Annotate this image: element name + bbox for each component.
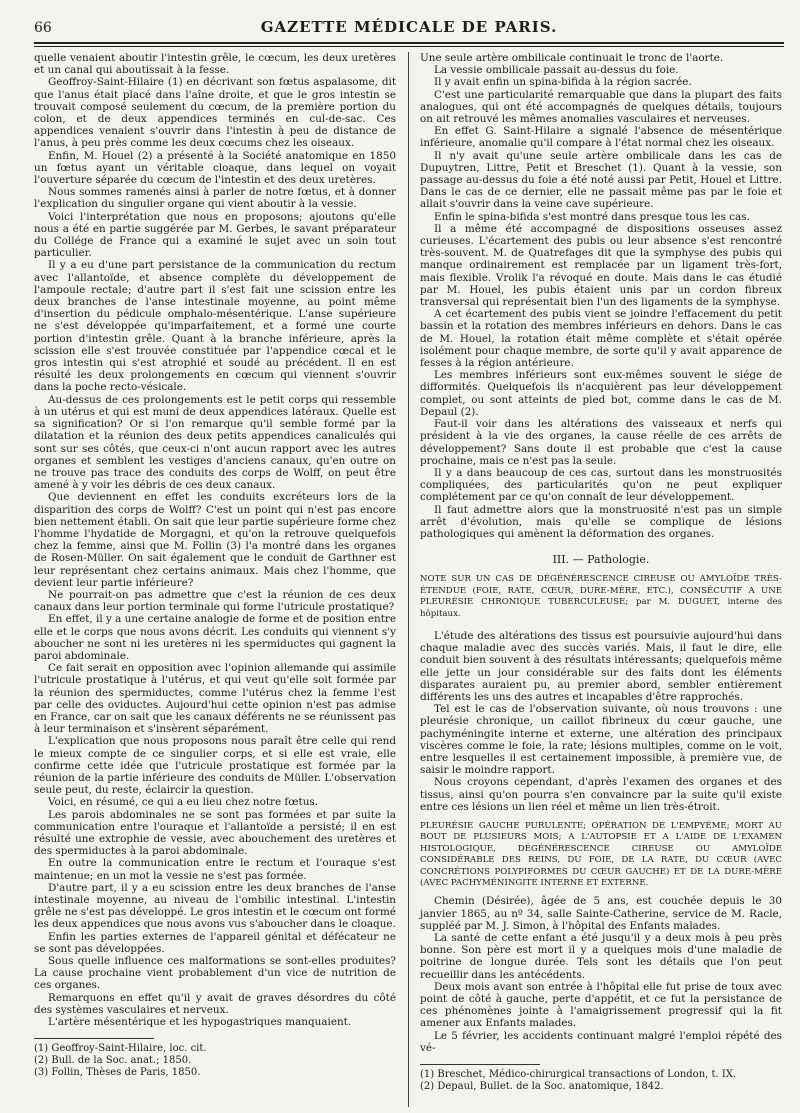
paragraph: Il y a dans beaucoup de ces cas, surtout dans les monstruosités compliquées, des particularités qu'on ne peut expliquer complétement par ce qu'on connaît de leur développement. (420, 466, 782, 504)
paragraph: Le 5 février, les accidents continuant malgré l'emploi répété des vé- (420, 1029, 782, 1054)
footnote: (2) Depaul, Bullet. de la Soc. anatomique, 1842. (420, 1081, 664, 1093)
paragraph: quelle venaient aboutir l'intestin grêle, le cœcum, les deux uretères et un canal qui aboutissait à la fesse. (34, 52, 396, 77)
paragraph: Remarquons en effet qu'il y avait de graves désordres du côté des systèmes vasculaires et nerveux. (34, 991, 396, 1016)
paragraph: Geoffroy-Saint-Hilaire (1) en décrivant son fœtus aspalasome, dit que l'anus était placé dans l'aîne droite, et que le gros intestin se trouvait composé seulement du cœcum, de la première portion du colon, et de deux appendices terminés en cul-de-sac. Ces appendices venaient s'ouvrir dans l'intestin à peu de distance de l'anus, à peu près comme les deux cœcums chez les oiseaux. (34, 76, 396, 150)
paragraph: Ne pourrait-on pas admettre que c'est la réunion de ces deux canaux dans leur portion terminale qui forme l'utricule prostatique? (34, 588, 396, 614)
column-divider (408, 52, 409, 1107)
paragraph: Nous sommes ramenés ainsi à parler de notre fœtus, et à donner l'explication du singulier organe qui vient aboutir à la vessie. (34, 186, 396, 211)
paragraph: Que deviennent en effet les conduits excréteurs lors de la disparition des corps de Wolff? C'est un point qui n'est pas encore bien nettement établi. On sait que leur partie supérieure forme chez l'homme l'hydatide de Morgagni, et qu'on la retrouve quelquefois chez la femme, ainsi que M. Follin (3) l'a montré dans les organes de Rosen-Müller. On sait également que le conduit de Garthner est leur représentant chez certains animaux. Mais chez l'homme, que devient leur partie inférieure? (34, 491, 396, 589)
paragraph: Ce fait serait en opposition avec l'opinion allemande qui assimile l'utricule prostatique à l'utérus, et qui veut qu'elle soit formée par la réunion des spermiductes, comme l'utérus chez la femme l'est par celle des oviductes. Aujourd'hui cette opinion n'est pas admise en France, car on sait que les canaux déférents ne se réunissent pas à leur terminaison et s'insèrent séparément. (34, 662, 396, 736)
paragraph: Enfin, M. Houel (2) a présenté à la Société anatomique en 1850 un fœtus ayant un véritable cloaque, dans lequel on voyait l'ouverture séparée du cœcum de l'intestin et des deux uretères. (34, 149, 396, 187)
paragraph: Voici, en résumé, ce qui a eu lieu chez notre fœtus. (48, 796, 319, 809)
paragraph: C'est une particularité remarquable que dans la plupart des faits analogues, qui ont été accompagnés de quelques détails, toujours on ait retrouvé les mêmes anomalies vasculaires et nerveuses. (420, 88, 782, 126)
paragraph: L'étude des altérations des tissus est poursuivie aujourd'hui dans chaque maladie avec des succès variés. Mais, il faut le dire, elle conduit bien souvent à des résultats intéressants; quelquefois même elle jette un jour considérable sur des faits dont les éléments disparates auraient pu, au premier abord, sembler entièrement différents les uns des autres et incapables d'être rapprochés. (420, 629, 782, 703)
right-column (420, 52, 782, 1104)
columns (34, 52, 784, 1104)
paragraph: Sous quelle influence ces malformations se sont-elles produites? La cause prochaine vient probablement d'un vice de nutrition de ces organes. (34, 955, 396, 992)
note-heading: NOTE SUR UN CAS DE DÉGÉNÉRESCENCE CIREUSE OU AMYLOÏDE TRÈS-ÉTENDUE (FOIE, RATE, CŒUR, DURE-MÈRE, ETC.), CONSÉCUTIF A UNE PLEURÉSIE CHRONIQUE TUBERCULEUSE; par M. DUGUET, interne des hôpitaux. (420, 574, 782, 619)
footnote-rule (420, 1064, 540, 1065)
footnote: (3) Follin, Thèses de Paris, 1850. (34, 1067, 201, 1079)
paragraph: L'artère mésentérique et les hypogastriques manquaient. (48, 1016, 352, 1029)
footnote-rule (34, 1038, 154, 1039)
paragraph: En outre la communication entre le rectum et l'ouraque s'est maintenue; en un mot la vessie ne s'est pas formée. (34, 857, 396, 882)
section-title: III. — Pathologie. (552, 553, 650, 567)
paragraph: D'autre part, il y a eu scission entre les deux branches de l'anse intestinale moyenne, au niveau de l'ombilic intestinal. L'intestin grêle ne s'est pas développé. Le gros intestin et le cœcum ont formé les deux appendices que nous avons vus s'aboucher dans le cloaque. (34, 881, 396, 931)
footnote: (1) Breschet, Médico-chirurgical transactions of London, t. IX. (420, 1069, 737, 1081)
paragraph: Il n'y avait qu'une seule artère ombilicale dans les cas de Dupuytren, Littre, Petit et Breschet (1). Quant à la vessie, son passage au-dessus du foie a été noté aussi par Petit, Houel et Littre. Dans le cas de ce dernier, elle ne passait même pas par le foie et allait s'ouvrir dans la veine cave supérieure. (420, 149, 782, 211)
page (34, 14, 784, 1104)
paragraph: Il y a eu d'une part persistance de la communication du rectum avec l'allantoïde, et absence complète du développement de l'ampoule rectale; d'autre part il s'est fait une scission entre les deux branches de l'anse intestinale moyenne, au point même d'insertion du pédicule omphalo-mésentérique. L'anse supérieure ne s'est développée qu'imparfaitement, et a formé une courte portion d'intestin grêle. Quant à la branche inférieure, après la scission elle s'est trouvée constituée par l'appendice cœcal et le gros intestin qui s'est atrophié et soudé au précédent. Il en est résulté les deux prolongements en cœcum qui viennent s'ouvrir dans la poche recto-vésicale. (34, 259, 396, 394)
paragraph: Une seule artère ombilicale continuait le tronc de l'aorte. (420, 52, 724, 64)
paragraph: En effet G. Saint-Hilaire a signalé l'absence de mésentérique inférieure, anomalie qu'il compare à l'état normal chez les oiseaux. (420, 125, 782, 150)
paragraph: Il a même été accompagné de dispositions osseuses assez curieuses. L'écartement des pubis ou leur absence s'est rencontré très-souvent. M. de Quatrefages dit que la symphyse des pubis qui manque ordinairement est remplacée par un ligament très-fort, mais flexible. Vrolik l'a révoqué en doute. Mais dans le cas étudié par M. Houel, les pubis étaient unis par un cordon fibreux transversal qui représentait bien l'un des ligaments de la symphyse. (420, 222, 782, 309)
paragraph: La vessie ombilicale passait au-dessus du foie. (434, 64, 679, 77)
page-number: 66 (34, 20, 52, 36)
paragraph: Voici l'interprétation que nous en proposons; ajoutons qu'elle nous a été en partie suggérée par M. Gerbes, le savant préparateur du Collége de France qui a examiné le sujet avec un soin tout particulier. (34, 210, 396, 260)
paragraph: L'explication que nous proposons nous paraît être celle qui rend le mieux compte de ce singulier corps, et si elle est vraie, elle confirme cette idée que l'utricule prostatique est formée par la réunion de la partie inférieure des conduits de Müller. L'observation seule peut, du reste, éclaircir la question. (34, 735, 396, 797)
paragraph: Tel est le cas de l'observation suivante, où nous trouvons : une pleurésie chronique, un caillot fibrineux du cœur gauche, une pachyméningite interne et externe, une altération des principaux viscères comme le foie, la rate; lésions multiples, comme on le voit, entre lesquelles il est certainement impossible, à première vue, de saisir le moindre rapport. (420, 703, 782, 777)
paragraph: Les parois abdominales ne se sont pas formées et par suite la communication entre l'ouraque et l'allantoïde a persisté; il en est résulté une extrophie de vessie, avec abouchement des uretères et des spermiductes à la paroi abdominale. (34, 808, 396, 858)
left-column (34, 52, 396, 1104)
paragraph: Au-dessus de ces prolongements est le petit corps qui ressemble à un utérus et qui est muni de deux appendices latéraux. Quelle est sa signification? Or si l'on remarque qu'il semble formé par la dilatation et la réunion des deux petits appendices canaliculés qui sont sur ses côtés, que ceux-ci n'ont aucun rapport avec les autres organes et semblent les vestiges d'anciens canaux, qu'en outre on ne trouve pas trace des conduits des corps de Wolff, on peut être amené à y voir les débris de ces deux canaux. (34, 393, 396, 492)
paragraph: Il faut admettre alors que la monstruosité n'est pas un simple arrêt d'évolution, mais qu'elle se complique de lésions pathologiques qui amènent la déformation des organes. (420, 503, 782, 540)
footnote: (2) Bull. de la Soc. anat.; 1850. (34, 1055, 192, 1067)
paragraph: La santé de cette enfant a été jusqu'il y a deux mois à peu près bonne. Son père est mort il y a quelques mois d'une maladie de poitrine de longue durée. Tels sont les détails que l'on peut recueillir dans les antécédents. (420, 932, 782, 981)
case-heading: PLEURÉSIE GAUCHE PURULENTE; OPÉRATION DE L'EMPYÈME; MORT AU BOUT DE PLUSIEURS MOIS; A L'AUTOPSIE ET A L'AIDE DE L'EXAMEN HISTOLOGIQUE, DÉGÉNÉRESCENCE CIREUSE OU AMYLOÏDE CONSIDÉRABLE DES REINS, DU FOIE, DE LA RATE, DU CŒUR (AVEC CONCRÉTIONS POLYPIFORMES DU CŒUR GAUCHE) ET DE LA DURE-MÈRE (AVEC PACHYMÉNINGITE INTERNE ET EXTERNE. (420, 821, 782, 889)
paragraph: Nous croyons cependant, d'après l'examen des organes et des tissus, ainsi qu'on pourra s'en convaincre par la suite qu'il existe entre ces lésions un lien réel et même un lien très-étroit. (420, 776, 782, 813)
paragraph: Faut-il voir dans les altérations des vaisseaux et nerfs qui président à la vie des organes, la cause réelle de ces arrêts de développement? Sans doute il est probable que c'est la cause prochaine, mais ce n'est pas la seule. (420, 418, 782, 467)
footnote: (1) Geoffroy-Saint-Hilaire, loc. cit. (34, 1043, 207, 1055)
paragraph: Les membres inférieurs sont eux-mêmes souvent le siége de difformités. Quelquefois ils n'acquièrent pas leur développement complet, ou sont atteints de pied bot, comme dans le cas de M. Depaul (2). (420, 369, 782, 418)
paragraph: A cet écartement des pubis vient se joindre l'effacement du petit bassin et la rotation des membres inférieurs en dehors. Dans le cas de M. Houel, la rotation était même complète et s'était opérée isolément pour chaque membre, de sorte qu'il y avait apparence de fesses à la région antérieure. (420, 308, 782, 370)
header-rule-thin (34, 46, 784, 47)
paragraph: Enfin le spina-bifida s'est montré dans presque tous les cas. (434, 210, 750, 223)
paragraph: Enfin les parties externes de l'appareil génital et défécateur ne se sont pas développées. (34, 930, 396, 955)
paragraph: En effet, il y a une certaine analogie de forme et de position entre elle et le corps que nous avons décrit. Les conduits qui viennent s'y aboucher ne sont ni les uretères ni les spermiductes qui gagnent la paroi abdominale. (34, 613, 397, 662)
journal-title: GAZETTE MÉDICALE DE PARIS. (260, 18, 558, 36)
header-rule (34, 42, 784, 44)
paragraph: Deux mois avant son entrée à l'hôpital elle fut prise de toux avec point de côté à gauche, perte d'appétit, et ce fut la persistance de ces phénomènes jointe à l'amaigrissement progressif qui la fit amener aux Enfants malades. (420, 980, 782, 1030)
page-header (34, 14, 784, 36)
paragraph: Il y avait enfin un spina-bifida à la région sacrée. (434, 76, 692, 89)
paragraph: Chemin (Désirée), âgée de 5 ans, est couchée depuis le 30 janvier 1865, au nº 34, salle Sainte-Catherine, service de M. Racle, suppléé par M. J. Simon, à l'hôpital des Enfants malades. (420, 895, 782, 932)
